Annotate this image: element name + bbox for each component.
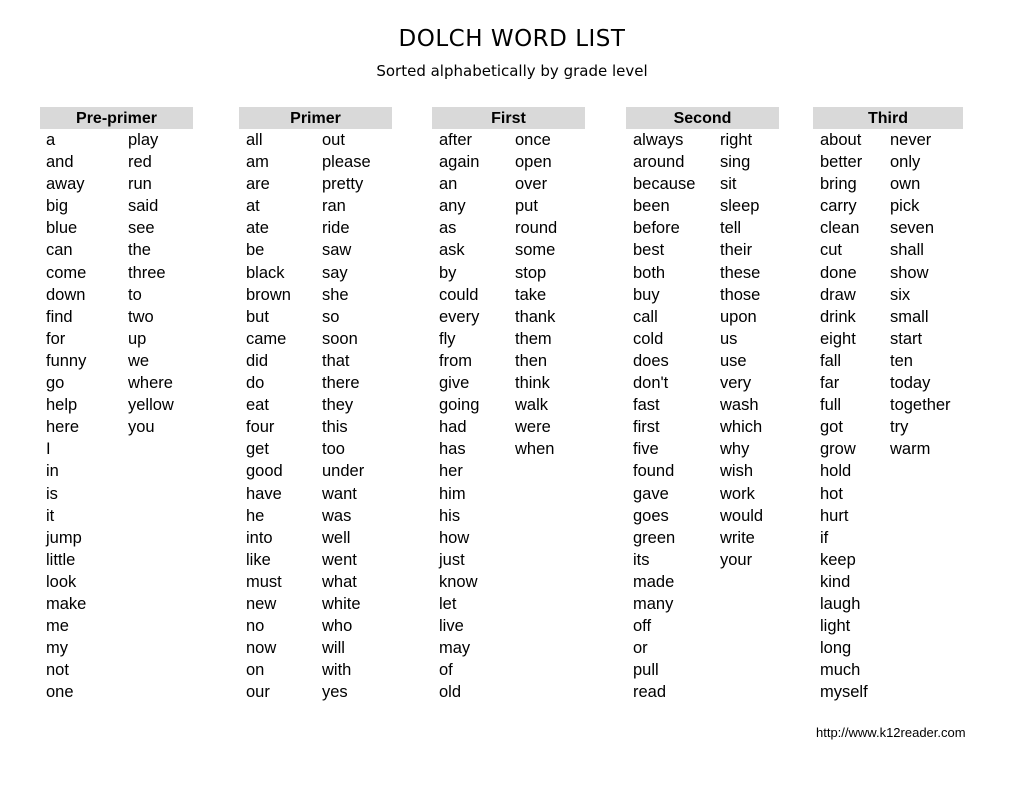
word-column <box>322 129 371 703</box>
sight-word: was <box>322 506 352 525</box>
sight-word: saw <box>322 241 352 260</box>
sight-word: use <box>720 351 747 370</box>
sight-word: again <box>439 153 480 172</box>
sight-word: with <box>322 661 352 680</box>
sight-word: show <box>890 263 929 282</box>
sight-word: soon <box>322 329 358 348</box>
sight-word: white <box>322 594 361 613</box>
sight-word: the <box>128 241 151 260</box>
sight-word: drink <box>820 307 856 326</box>
word-column <box>128 129 174 438</box>
sight-word: look <box>46 572 77 591</box>
sight-word: to <box>128 285 142 304</box>
word-column <box>439 129 479 703</box>
sight-word: call <box>633 307 658 326</box>
sight-word: these <box>720 263 761 282</box>
sight-word: they <box>322 396 354 415</box>
grade-group-third <box>813 107 963 702</box>
sight-word: fast <box>633 396 660 415</box>
sight-word: them <box>515 329 552 348</box>
sight-word: wash <box>720 396 759 415</box>
sight-word: too <box>322 440 345 459</box>
sight-word: kind <box>820 572 851 591</box>
sight-word: an <box>439 175 458 194</box>
sight-word: don't <box>633 374 669 393</box>
sight-word: run <box>128 175 152 194</box>
sight-word: does <box>633 351 669 370</box>
word-column <box>633 129 695 703</box>
sight-word: both <box>633 263 666 282</box>
sight-word: full <box>820 396 842 415</box>
word-column <box>820 129 868 703</box>
sight-word: want <box>322 484 357 503</box>
sight-word: so <box>322 307 340 326</box>
sight-word: very <box>720 374 752 393</box>
sight-word: sit <box>720 175 737 194</box>
sight-word: own <box>890 175 921 194</box>
sight-word: little <box>46 550 76 569</box>
sight-word: black <box>246 263 285 282</box>
sight-word: pull <box>633 661 659 680</box>
sight-word: after <box>439 131 473 149</box>
sight-word: did <box>246 351 269 370</box>
sight-word: shall <box>890 241 924 260</box>
sight-word: will <box>322 639 345 658</box>
sight-word: us <box>720 329 738 348</box>
page-title: DOLCH WORD LIST <box>398 26 626 52</box>
sight-word: under <box>322 462 365 481</box>
sight-word: first <box>633 418 660 437</box>
sight-word: tell <box>720 219 742 238</box>
sight-word: stop <box>515 263 547 282</box>
sight-word: went <box>322 550 357 569</box>
sight-word: of <box>439 661 453 680</box>
sight-word: play <box>128 131 159 149</box>
sight-word: we <box>128 351 150 370</box>
sight-word: no <box>246 617 265 636</box>
sight-word: every <box>439 307 480 326</box>
sight-word: once <box>515 131 551 149</box>
grade-group-primer <box>239 107 392 702</box>
sight-word: which <box>720 418 763 437</box>
sight-word: gave <box>633 484 669 503</box>
sight-word: get <box>246 440 269 459</box>
word-column <box>720 129 763 571</box>
sight-word: try <box>890 418 909 437</box>
sight-word: big <box>46 197 69 216</box>
sight-word: I <box>46 440 51 459</box>
sight-word: never <box>890 131 932 149</box>
sight-word: eat <box>246 396 269 415</box>
word-column <box>515 129 557 460</box>
sight-word: clean <box>820 219 860 238</box>
sight-word: four <box>246 418 275 437</box>
sight-word: go <box>46 374 65 393</box>
sight-word: at <box>246 197 260 216</box>
sight-word: who <box>322 617 353 636</box>
sight-word: fly <box>439 329 456 348</box>
sight-word: ate <box>246 219 269 238</box>
grade-group-pre-primer <box>40 107 193 702</box>
sight-word: give <box>439 374 470 393</box>
sight-word: blue <box>46 219 78 238</box>
sight-word: me <box>46 617 69 636</box>
sight-word: many <box>633 594 674 613</box>
sight-word: light <box>820 617 851 636</box>
sight-word: jump <box>46 528 82 547</box>
grade-group-first <box>432 107 585 702</box>
sight-word: round <box>515 219 558 238</box>
sight-word: see <box>128 219 155 238</box>
sight-word: as <box>439 219 457 238</box>
grade-header: Third <box>813 107 963 129</box>
sight-word: my <box>46 639 68 658</box>
sight-word: much <box>820 661 861 680</box>
sight-word: our <box>246 683 270 702</box>
sight-word: your <box>720 550 753 569</box>
sight-word: hold <box>820 462 852 481</box>
sight-word: over <box>515 175 548 194</box>
sight-word: has <box>439 440 466 459</box>
sight-word: by <box>439 263 457 282</box>
sight-word: those <box>720 285 761 304</box>
sight-word: draw <box>820 285 856 304</box>
sight-word: wish <box>720 462 754 481</box>
sight-word: read <box>633 683 667 702</box>
sight-word: found <box>633 462 675 481</box>
sight-word: put <box>515 197 538 216</box>
sight-word: together <box>890 396 951 415</box>
sight-word: cold <box>633 329 664 348</box>
sight-word: do <box>246 374 265 393</box>
sight-word: have <box>246 484 282 503</box>
sight-word: away <box>46 175 85 194</box>
sight-word: hurt <box>820 506 849 525</box>
sight-word: or <box>633 639 648 658</box>
sight-word: a <box>46 131 56 149</box>
sight-word: new <box>246 594 277 613</box>
sight-word: then <box>515 351 548 370</box>
sight-word: pick <box>890 197 920 216</box>
sight-word: how <box>439 528 470 547</box>
sight-word: not <box>46 661 69 680</box>
sight-word: said <box>128 197 159 216</box>
sight-word: right <box>720 131 753 149</box>
sight-word: seven <box>890 219 935 238</box>
sight-word: his <box>439 506 461 525</box>
sight-word: three <box>128 263 166 282</box>
sight-word: been <box>633 197 670 216</box>
sight-word: hot <box>820 484 843 503</box>
sight-word: work <box>720 484 755 503</box>
sight-word: warm <box>890 440 931 459</box>
sight-word: open <box>515 153 552 172</box>
sight-word: one <box>46 683 74 702</box>
sight-word: got <box>820 418 843 437</box>
sight-word: six <box>890 285 911 304</box>
sight-word: up <box>128 329 147 348</box>
sight-word: take <box>515 285 547 304</box>
sight-word: sleep <box>720 197 760 216</box>
sight-word: find <box>46 307 73 326</box>
sight-word: made <box>633 572 675 591</box>
sight-word: cut <box>820 241 843 260</box>
sight-word: had <box>439 418 467 437</box>
sight-word: about <box>820 131 862 149</box>
footer-url: http://www.k12reader.com <box>816 725 966 740</box>
sight-word: there <box>322 374 360 393</box>
sight-word: better <box>820 153 863 172</box>
sight-word: walk <box>515 396 549 415</box>
sight-word: but <box>246 307 269 326</box>
sight-word: am <box>246 153 269 172</box>
sight-word: live <box>439 617 464 636</box>
sight-word: long <box>820 639 852 658</box>
sight-word: could <box>439 285 479 304</box>
sight-word: done <box>820 263 857 282</box>
sight-word: far <box>820 374 840 393</box>
sight-word: were <box>515 418 551 437</box>
sight-word: brown <box>246 285 291 304</box>
word-column <box>246 129 291 703</box>
sight-word: yes <box>322 683 348 702</box>
sight-word: keep <box>820 550 856 569</box>
sight-word: in <box>46 462 59 481</box>
sight-word: is <box>46 484 58 503</box>
sight-word: he <box>246 506 265 525</box>
sight-word: bring <box>820 175 857 194</box>
sight-word: this <box>322 418 348 437</box>
sight-word: just <box>439 550 465 569</box>
sight-word: ask <box>439 241 465 260</box>
sight-word: thank <box>515 307 556 326</box>
sight-word: always <box>633 131 684 149</box>
sight-word: green <box>633 528 676 547</box>
sight-word: small <box>890 307 929 326</box>
sight-word: him <box>439 484 466 503</box>
sight-word: that <box>322 351 350 370</box>
sight-word: and <box>46 153 74 172</box>
sight-word: from <box>439 351 472 370</box>
sight-word: write <box>720 528 755 547</box>
sight-word: here <box>46 418 80 437</box>
sight-word: before <box>633 219 680 238</box>
sight-word: when <box>515 440 555 459</box>
sight-word: please <box>322 153 371 172</box>
sight-word: its <box>633 550 650 569</box>
sight-word: only <box>890 153 921 172</box>
sight-word: fall <box>820 351 842 370</box>
sight-word: must <box>246 572 282 591</box>
sight-word: buy <box>633 285 660 304</box>
sight-word: why <box>720 440 750 459</box>
sight-word: any <box>439 197 466 216</box>
sight-word: five <box>633 440 659 459</box>
grade-header: Pre-primer <box>40 107 193 129</box>
sight-word: red <box>128 153 152 172</box>
sight-word: are <box>246 175 270 194</box>
sight-word: pretty <box>322 175 364 194</box>
sight-word: ran <box>322 197 346 216</box>
sight-word: today <box>890 374 931 393</box>
sight-word: for <box>46 329 66 348</box>
sight-word: well <box>322 528 351 547</box>
sight-word: upon <box>720 307 757 326</box>
sight-word: be <box>246 241 265 260</box>
grade-header: Primer <box>239 107 392 129</box>
grade-group-second <box>626 107 779 702</box>
sight-word: her <box>439 462 463 481</box>
sight-word: their <box>720 241 753 260</box>
grade-header: Second <box>626 107 779 129</box>
sight-word: going <box>439 396 480 415</box>
sight-word: what <box>322 572 357 591</box>
sight-word: two <box>128 307 154 326</box>
sight-word: let <box>439 594 457 613</box>
sight-word: all <box>246 131 263 149</box>
sight-word: ride <box>322 219 350 238</box>
sight-word: yellow <box>128 396 174 415</box>
sight-word: grow <box>820 440 856 459</box>
sight-word: where <box>128 374 173 393</box>
sight-word: you <box>128 418 155 437</box>
sight-word: she <box>322 285 349 304</box>
sight-word: carry <box>820 197 857 216</box>
sight-word: help <box>46 396 78 415</box>
page-subtitle: Sorted alphabetically by grade level <box>376 62 648 80</box>
sight-word: sing <box>720 153 751 172</box>
sight-word: around <box>633 153 685 172</box>
sight-word: came <box>246 329 287 348</box>
sight-word: would <box>720 506 764 525</box>
grade-header: First <box>432 107 585 129</box>
sight-word: down <box>46 285 86 304</box>
word-column <box>890 129 951 460</box>
sight-word: say <box>322 263 348 282</box>
sight-word: out <box>322 131 345 149</box>
sight-word: it <box>46 506 55 525</box>
sight-word: if <box>820 528 829 547</box>
sight-word: funny <box>46 351 87 370</box>
sight-word: ten <box>890 351 913 370</box>
word-column <box>46 129 86 703</box>
sight-word: know <box>439 572 478 591</box>
sight-word: because <box>633 175 696 194</box>
sight-word: goes <box>633 506 669 525</box>
sight-word: some <box>515 241 556 260</box>
sight-word: eight <box>820 329 856 348</box>
sight-word: come <box>46 263 87 282</box>
sight-word: old <box>439 683 462 702</box>
sight-word: may <box>439 639 471 658</box>
sight-word: think <box>515 374 550 393</box>
sight-word: off <box>633 617 652 636</box>
sight-word: myself <box>820 683 868 702</box>
sight-word: best <box>633 241 665 260</box>
sight-word: like <box>246 550 271 569</box>
sight-word: now <box>246 639 277 658</box>
sight-word: laugh <box>820 594 861 613</box>
sight-word: can <box>46 241 73 260</box>
sight-word: on <box>246 661 265 680</box>
sight-word: good <box>246 462 283 481</box>
sight-word: start <box>890 329 923 348</box>
sight-word: make <box>46 594 87 613</box>
sight-word: into <box>246 528 273 547</box>
